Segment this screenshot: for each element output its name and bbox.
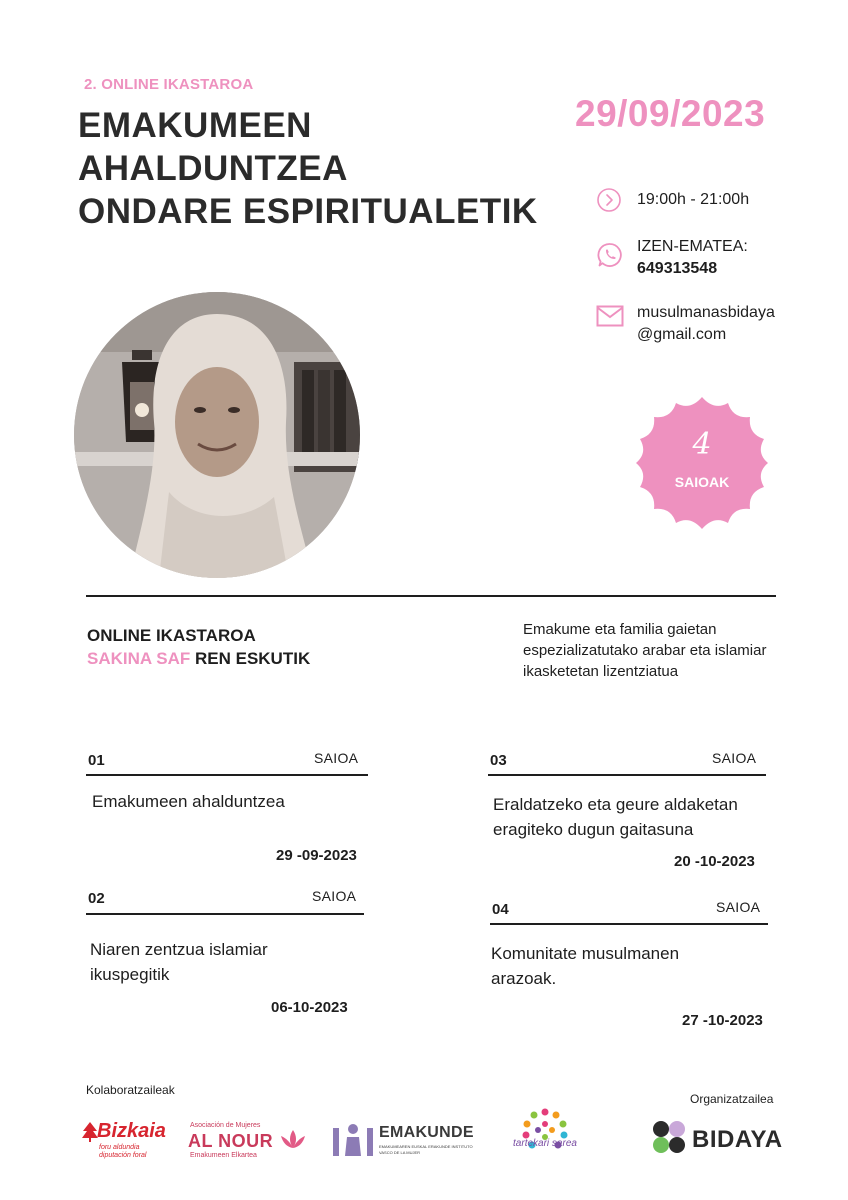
emakunde-subtitle: EMAKUMEAREN EUSKAL ERAKUNDE INSTITUTO VASCO DE LA MUJER	[379, 1144, 473, 1155]
organizer-label: Organizatzailea	[690, 1092, 774, 1106]
session-time: 19:00h - 21:00h	[637, 191, 750, 208]
sessions-badge	[632, 393, 772, 533]
emakunde-wordmark: EMAKUNDE	[379, 1124, 474, 1141]
section-divider	[86, 595, 776, 597]
tartekari-wordmark: tartekari sarea	[513, 1138, 577, 1149]
teacher-name: SAKINA SAF	[87, 649, 191, 668]
event-date: 29/09/2023	[575, 93, 766, 134]
speaker-portrait-illustration	[74, 292, 360, 578]
bizkaia-logo	[82, 1118, 172, 1162]
session-3-title: Eraldatzeko eta geure aldaketan eragiteko dugun gaitasuna	[493, 795, 738, 839]
title-line-3: ONDARE ESPIRITUALETIK	[78, 192, 538, 231]
title-line-2: AHALDUNTZEA	[78, 149, 348, 188]
session-4-date: 27 -10-2023	[682, 1012, 763, 1029]
mail-icon	[596, 305, 624, 327]
al-nour-logo	[186, 1122, 310, 1162]
session-1-number: 01	[88, 752, 105, 769]
session-2-rule	[86, 913, 364, 915]
collaborators-label: Kolaboratzaileak	[86, 1083, 175, 1097]
emakunde-logo	[333, 1120, 473, 1160]
teacher-suffix: REN ESKUTIK	[190, 649, 311, 668]
session-4-number: 04	[492, 901, 509, 918]
course-line-2	[87, 647, 310, 670]
al-nour-wordmark: AL NOUR	[188, 1131, 274, 1151]
speaker-photo	[74, 292, 360, 578]
session-2-date: 06-10-2023	[271, 999, 348, 1016]
session-4-label: SAIOA	[716, 899, 761, 915]
email-line-2: @gmail.com	[637, 326, 727, 343]
course-line-1: ONLINE IKASTAROA	[87, 626, 256, 645]
session-1-rule	[86, 774, 368, 776]
session-4-rule	[490, 923, 768, 925]
session-3-label: SAIOA	[712, 750, 757, 766]
contact-email[interactable]	[637, 302, 775, 346]
bizkaia-wordmark: Bizkaia	[97, 1120, 166, 1142]
email-line-1: musulmanasbidaya	[637, 304, 775, 321]
session-3-rule	[488, 774, 766, 776]
teacher-description: Emakume eta familia gaietan espezializatutako arabar eta islamiar ikasketetan lizentziatua	[523, 621, 767, 680]
whatsapp-icon	[596, 241, 624, 269]
session-2-title: Niaren zentzua islamiar ikuspegitik	[90, 940, 268, 984]
registration-info	[637, 236, 748, 280]
session-1-title: Emakumeen ahalduntzea	[92, 792, 285, 811]
bidaya-wordmark: BIDAYA	[692, 1126, 783, 1153]
session-3-number: 03	[490, 752, 507, 769]
emakunde-figures-icon	[333, 1122, 373, 1156]
session-4-title: Komunitate musulmanen arazoak.	[491, 944, 680, 988]
session-1-date: 29 -09-2023	[276, 847, 357, 864]
registration-phone[interactable]: 649313548	[637, 260, 718, 277]
bizkaia-tree-icon	[82, 1122, 98, 1142]
bizkaia-subtitle: foru aldundia diputación foral	[99, 1144, 147, 1159]
bidaya-mark-icon	[652, 1120, 686, 1154]
badge-label: SAIOAK	[674, 474, 730, 490]
session-3-date: 20 -10-2023	[674, 853, 755, 870]
poster-title	[78, 104, 538, 233]
badge-number: 4	[692, 427, 712, 462]
al-nour-subtitle: Emakumeen Elkartea	[190, 1152, 257, 1159]
registration-label: IZEN-EMATEA:	[637, 238, 748, 255]
session-1-label: SAIOA	[314, 750, 359, 766]
session-2-number: 02	[88, 890, 105, 907]
course-kicker: 2. ONLINE IKASTAROA	[84, 76, 254, 93]
course-teacher-block	[87, 624, 310, 670]
lotus-icon	[278, 1128, 308, 1150]
title-line-1: EMAKUMEEN	[78, 106, 312, 145]
session-2-label: SAIOA	[312, 888, 357, 904]
clock-chevron-icon	[596, 187, 622, 213]
tartekari-sarea-logo	[508, 1108, 582, 1168]
al-nour-top: Asociación de Mujeres	[190, 1122, 261, 1129]
bidaya-logo	[652, 1120, 784, 1160]
